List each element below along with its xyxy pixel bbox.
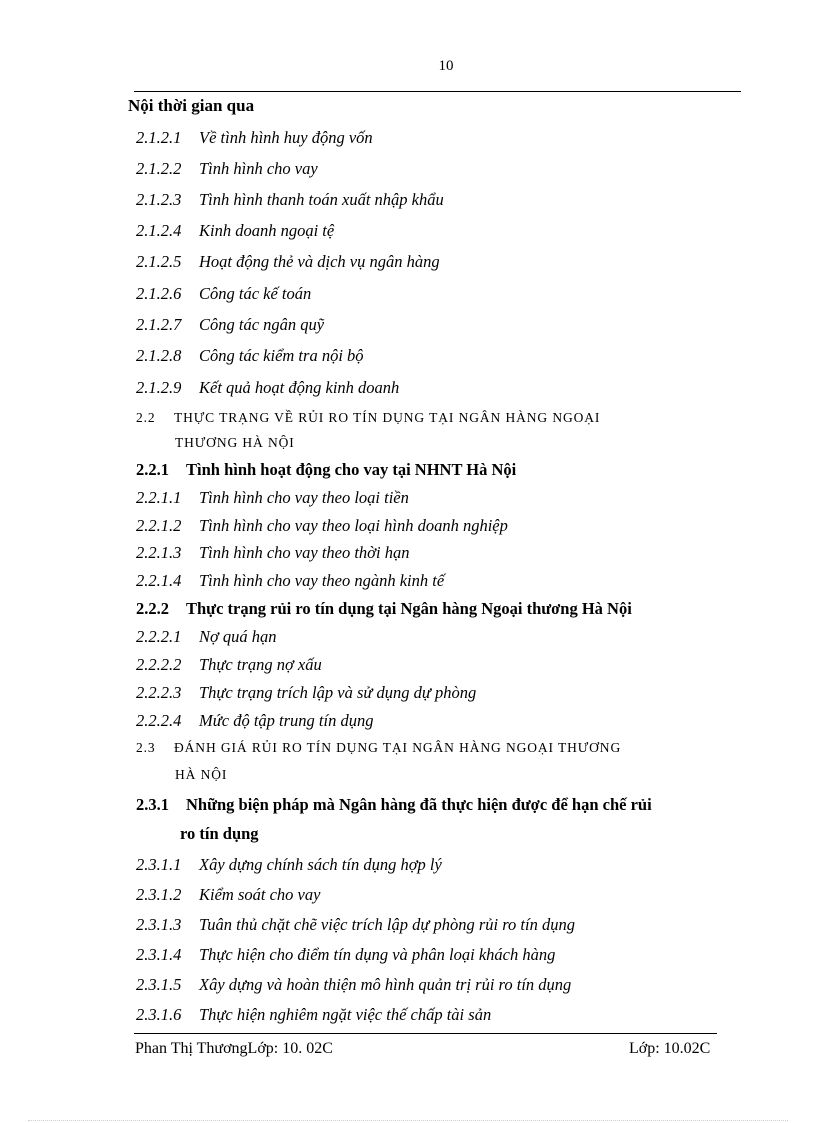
toc-section-heading: 2.2 THỰC TRẠNG VỀ RỦI RO TÍN DỤNG TẠI NGÂN HÀNG NGOẠI (136, 410, 601, 425)
toc-entry: 2.1.2.3 Tình hình thanh toán xuất nhập khẩu (136, 190, 444, 209)
toc-entry: 2.2.1.3 Tình hình cho vay theo thời hạn (136, 543, 410, 562)
toc-entry: 2.2.2.2 Thực trạng nợ xấu (136, 655, 322, 674)
toc-entry: 2.1.2.2 Tình hình cho vay (136, 159, 318, 178)
toc-section-heading-cont: THƯƠNG HÀ NỘI (175, 435, 295, 450)
toc-entry: 2.3.1.1 Xây dựng chính sách tín dụng hợp lý (136, 855, 442, 874)
toc-entry: 2.2.2.3 Thực trạng trích lập và sử dụng dự phòng (136, 683, 477, 702)
toc-entry: 2.3.1.2 Kiểm soát cho vay (136, 885, 321, 904)
page-edge-dotted-line (28, 1120, 788, 1121)
toc-subsection-heading: 2.2.1 Tình hình hoạt động cho vay tại NHNT Hà Nội (136, 460, 517, 479)
toc-section-heading-cont: HÀ NỘI (175, 767, 228, 782)
toc-entry: 2.2.1.4 Tình hình cho vay theo ngành kinh tế (136, 571, 445, 590)
toc-entry: 2.3.1.5 Xây dựng và hoàn thiện mô hình quản trị rủi ro tín dụng (136, 975, 572, 994)
toc-entry: 2.2.2.4 Mức độ tập trung tín dụng (136, 711, 374, 730)
toc-entry: 2.2.1.1 Tình hình cho vay theo loại tiền (136, 488, 409, 507)
toc-entry: 2.1.2.9 Kết quả hoạt động kinh doanh (136, 378, 400, 397)
toc-section-heading: 2.3 ĐÁNH GIÁ RỦI RO TÍN DỤNG TẠI NGÂN HÀNG NGOẠI THƯƠNG (136, 740, 622, 755)
footer-author-class: Phan Thị ThươngLớp: 10. 02C (135, 1040, 333, 1057)
toc-entry: 2.1.2.1 Về tình hình huy động vốn (136, 128, 373, 147)
toc-entry: 2.1.2.7 Công tác ngân quỹ (136, 315, 325, 334)
toc-entry: 2.3.1.3 Tuân thủ chặt chẽ việc trích lập dự phòng rủi ro tín dụng (136, 915, 575, 934)
footer-rule (134, 1033, 717, 1034)
toc-continuation-heading: Nội thời gian qua (128, 96, 255, 115)
page-number: 10 (438, 58, 454, 74)
toc-entry: 2.1.2.5 Hoạt động thẻ và dịch vụ ngân hàng (136, 252, 440, 271)
toc-subsection-heading-cont: ro tín dụng (180, 824, 259, 843)
toc-subsection-heading: 2.2.2 Thực trạng rủi ro tín dụng tại Ngân hàng Ngoại thương Hà Nội (136, 599, 632, 618)
toc-entry: 2.1.2.4 Kinh doanh ngoại tệ (136, 221, 335, 240)
toc-entry: 2.3.1.4 Thực hiện cho điểm tín dụng và phân loại khách hàng (136, 945, 556, 964)
toc-entry: 2.1.2.8 Công tác kiểm tra nội bộ (136, 346, 364, 365)
toc-entry: 2.1.2.6 Công tác kế toán (136, 284, 312, 303)
toc-entry: 2.2.1.2 Tình hình cho vay theo loại hình doanh nghiệp (136, 516, 508, 535)
toc-entry: 2.3.1.6 Thực hiện nghiêm ngặt việc thế chấp tài sản (136, 1005, 492, 1024)
footer-class: Lớp: 10.02C (629, 1040, 711, 1057)
toc-subsection-heading: 2.3.1 Những biện pháp mà Ngân hàng đã thực hiện được để hạn chế rủi (136, 795, 652, 814)
toc-entry: 2.2.2.1 Nợ quá hạn (136, 627, 277, 646)
